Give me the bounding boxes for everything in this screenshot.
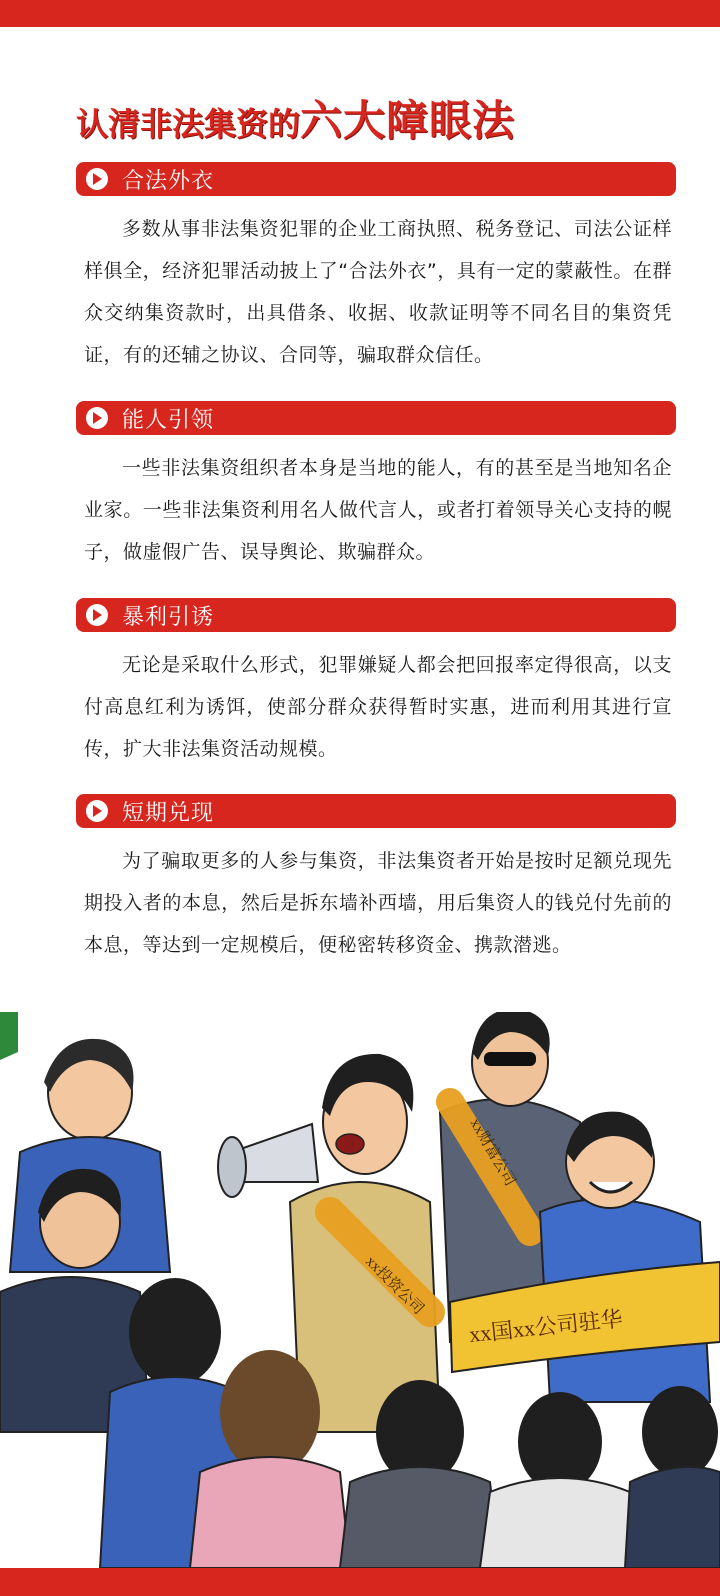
section-header-short-term-payout	[76, 794, 676, 828]
man-blue-suit	[540, 1112, 710, 1402]
section-body-profit-lure: 无论是采取什么形式，犯罪嫌疑人都会把回报率定得很高，以支付高息红利为诱饵，使部分群众获得暂时实惠，进而利用其进行宣传，扩大非法集资活动规模。	[84, 654, 672, 760]
bottom-red-band	[0, 1568, 720, 1596]
section-header-profit-lure	[76, 598, 676, 632]
page-title-part2: 六大障眼法	[300, 96, 516, 145]
section-title: 短期兑现	[122, 800, 215, 826]
section-title: 能人引领	[122, 407, 215, 433]
section-title: 暴利引诱	[122, 604, 215, 630]
page-title	[76, 88, 515, 148]
play-circle-icon	[86, 168, 108, 190]
banner-text: xx国xx公司驻华	[467, 1306, 624, 1347]
man-beige-suit	[290, 1054, 440, 1432]
cartoon-illustration	[0, 1012, 720, 1568]
section-title: 合法外衣	[122, 168, 215, 194]
green-corner-shape	[0, 1012, 18, 1060]
play-circle-icon	[86, 800, 108, 822]
section-body-capable-leader: 一些非法集资组织者本身是当地的能人，有的甚至是当地知名企业家。一些非法集资利用名人做代言人，或者打着领导关心支持的幌子，做虚假广告、误导舆论、欺骗群众。	[84, 457, 672, 563]
section-header-legal-cover	[76, 162, 676, 196]
page-title-part1: 认清非法集资的	[76, 105, 301, 143]
section-body-short-term-payout: 为了骗取更多的人参与集资，非法集资者开始是按时足额兑现先期投入者的本息，然后是拆东墙补西墙，用后集资人的钱兑付先前的本息，等达到一定规模后，便秘密转移资金、携款潜逃。	[84, 850, 672, 956]
sash-left-text: xx投资公司	[362, 1253, 427, 1318]
section-body-legal-cover: 多数从事非法集资犯罪的企业工商执照、税务登记、司法公证样样俱全，经济犯罪活动披上了“合法外衣”，具有一定的蒙蔽性。在群众交纳集资款时，出具借条、收据、收款证明等不同名目的集资凭证，有的还辅之协议、合同等，骗取群众信任。	[84, 218, 672, 366]
play-circle-icon	[86, 604, 108, 626]
section-header-capable-leader	[76, 401, 676, 435]
play-circle-icon	[86, 407, 108, 429]
sash-middle-text: xx财富公司	[466, 1116, 518, 1189]
megaphone	[218, 1124, 318, 1197]
top-red-band	[0, 0, 720, 27]
